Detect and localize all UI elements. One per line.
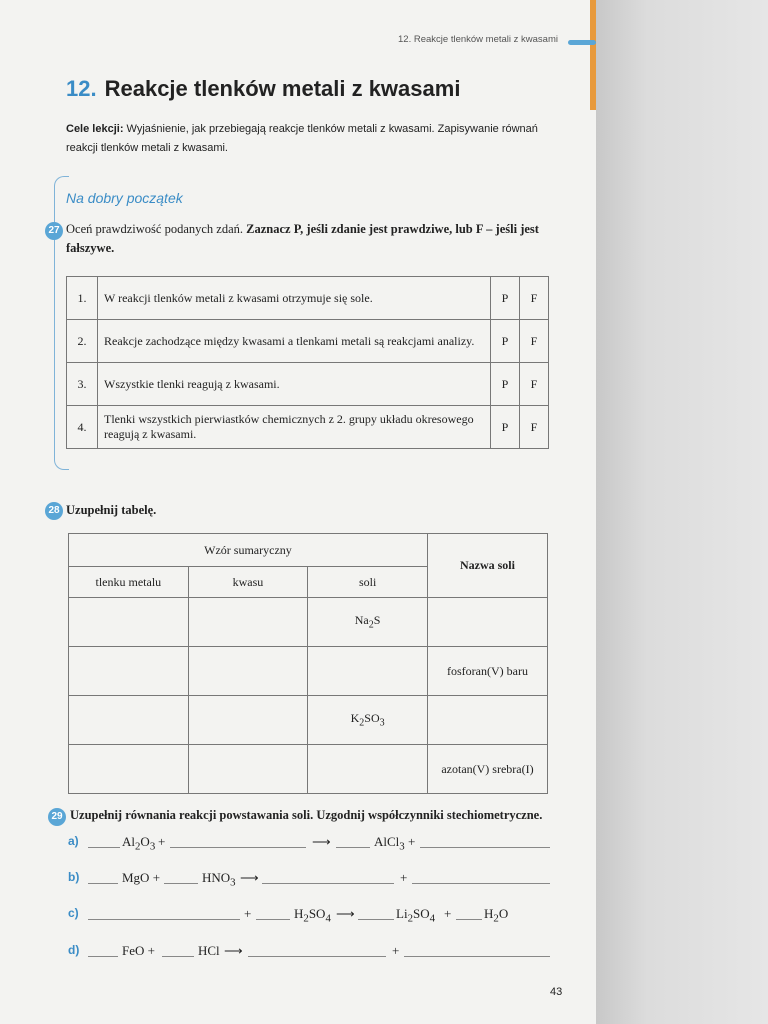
coefficient-blank[interactable] xyxy=(88,883,118,884)
coefficient-blank[interactable] xyxy=(88,847,120,848)
salts-table xyxy=(68,533,548,794)
formula-part: H xyxy=(484,906,494,921)
statement: Reakcje zachodzące między kwasami a tlenkami metali są reakcjami analizy. xyxy=(98,320,491,363)
cell-acid[interactable] xyxy=(188,745,308,794)
true-false-table xyxy=(66,276,549,449)
running-header xyxy=(398,34,558,45)
formula-subscript: 2 xyxy=(368,619,374,631)
cell-salt[interactable] xyxy=(308,745,428,794)
option-p[interactable]: P xyxy=(491,406,520,449)
cell-name[interactable] xyxy=(427,696,547,745)
plus-sign: + xyxy=(444,906,452,921)
cell-name[interactable] xyxy=(427,598,547,647)
plus-sign: + xyxy=(392,943,400,958)
formula-subscript: 2 xyxy=(135,840,141,853)
product-blank[interactable] xyxy=(404,956,550,957)
cell-oxide[interactable] xyxy=(69,696,189,745)
formula-subscript: 4 xyxy=(429,912,436,925)
reactant-formula xyxy=(122,834,155,853)
product-blank[interactable] xyxy=(248,956,386,957)
task-27-instruction xyxy=(66,220,566,258)
coefficient-blank[interactable] xyxy=(162,956,194,957)
reactant-formula xyxy=(294,906,331,925)
lesson-number: 12. xyxy=(66,76,97,101)
formula-part: O xyxy=(140,834,150,849)
cell-salt xyxy=(308,598,428,647)
task-27-badge: 27 xyxy=(45,222,63,240)
formula-subscript: 3 xyxy=(399,840,405,853)
page-shadow xyxy=(596,0,768,1024)
row-number: 2. xyxy=(67,320,98,363)
running-header-bar xyxy=(568,40,596,45)
task-28-badge: 28 xyxy=(45,502,63,520)
product-formula xyxy=(374,834,405,853)
col-header-name: Nazwa soli xyxy=(427,534,547,598)
coefficient-blank[interactable] xyxy=(164,883,198,884)
statement: W reakcji tlenków metali z kwasami otrzymuje się sole. xyxy=(98,277,491,320)
reactant-blank[interactable] xyxy=(88,919,240,920)
table-row xyxy=(67,406,549,449)
formula-subscript: 2 xyxy=(407,912,413,925)
table-row xyxy=(69,696,548,745)
group-header: Wzór sumaryczny xyxy=(69,534,428,567)
formula-part: SO xyxy=(308,906,326,921)
col-header-salt: soli xyxy=(308,567,428,598)
formula-part: Na xyxy=(354,613,369,628)
col-header-oxide: tlenku metalu xyxy=(69,567,189,598)
table-header-row xyxy=(69,534,548,567)
goals-label: Cele lekcji: xyxy=(66,123,124,135)
reactant-blank[interactable] xyxy=(170,847,306,848)
row-number: 1. xyxy=(67,277,98,320)
table-row xyxy=(67,320,549,363)
formula-part: H xyxy=(294,906,304,921)
option-f[interactable]: F xyxy=(520,363,549,406)
coefficient-blank[interactable] xyxy=(88,956,118,957)
lesson-title-text: Reakcje tlenków metali z kwasami xyxy=(104,76,461,101)
reactant-formula: FeO + xyxy=(122,943,155,958)
option-p[interactable]: P xyxy=(491,277,520,320)
cell-oxide[interactable] xyxy=(69,647,189,696)
row-number: 3. xyxy=(67,363,98,406)
row-number: 4. xyxy=(67,406,98,449)
reaction-arrow: ⟶ xyxy=(240,870,259,885)
plus-sign: + xyxy=(400,870,408,885)
lesson-goals xyxy=(66,120,566,158)
coefficient-blank[interactable] xyxy=(358,919,394,920)
product-formula xyxy=(484,906,508,925)
product-blank[interactable] xyxy=(420,847,550,848)
plus-sign: + xyxy=(244,906,252,921)
formula-subscript: 2 xyxy=(493,912,499,925)
formula-part: K xyxy=(350,711,360,726)
formula-part: Al xyxy=(122,834,135,849)
running-title: 12. Reakcje tlenków metali z kwasami xyxy=(398,34,558,45)
cell-acid[interactable] xyxy=(188,598,308,647)
option-f[interactable]: F xyxy=(520,320,549,363)
cell-name: azotan(V) srebra(I) xyxy=(427,745,547,794)
cell-name: fosforan(V) baru xyxy=(427,647,547,696)
task-27-text: Oceń prawdziwość podanych zdań. xyxy=(66,222,247,236)
formula-part: S xyxy=(373,613,381,628)
reaction-arrow: ⟶ xyxy=(312,834,331,849)
task-28-instruction xyxy=(66,501,156,520)
task-29-instruction xyxy=(70,806,570,825)
reactant-formula xyxy=(202,870,236,889)
formula-subscript: 3 xyxy=(149,840,156,853)
reaction-arrow: ⟶ xyxy=(224,943,243,958)
formula-subscript: 3 xyxy=(230,876,236,889)
product-blank[interactable] xyxy=(412,883,550,884)
table-row xyxy=(69,598,548,647)
option-f[interactable]: F xyxy=(520,406,549,449)
cell-acid[interactable] xyxy=(188,696,308,745)
equation-label: d) xyxy=(68,943,80,957)
task-28-text: Uzupełnij tabelę. xyxy=(66,503,157,517)
task-29-badge: 29 xyxy=(48,808,66,826)
statement: Wszystkie tlenki reagują z kwasami. xyxy=(98,363,491,406)
formula-subscript: 3 xyxy=(379,717,385,729)
cell-oxide[interactable] xyxy=(69,598,189,647)
option-p[interactable]: P xyxy=(491,363,520,406)
formula-subscript: 2 xyxy=(359,717,365,729)
reactant-formula: HCl xyxy=(198,943,220,958)
formula-part: HNO xyxy=(202,870,231,885)
coefficient-blank[interactable] xyxy=(456,919,482,920)
equation-label: c) xyxy=(68,906,79,920)
formula-part: SO xyxy=(364,711,380,726)
table-row xyxy=(67,277,549,320)
cell-salt xyxy=(308,696,428,745)
formula-part: SO xyxy=(412,906,430,921)
formula-subscript: 4 xyxy=(325,912,331,925)
statement: Tlenki wszystkich pierwiastków chemicznych z 2. grupy układu okresowego reagują z kwasami. xyxy=(98,406,491,449)
plus-sign: + xyxy=(408,834,416,849)
section-heading: Na dobry początek xyxy=(66,190,183,206)
formula-subscript: 2 xyxy=(303,912,309,925)
equation-label: b) xyxy=(68,870,80,884)
table-row xyxy=(69,647,548,696)
reaction-arrow: ⟶ xyxy=(336,906,355,921)
product-blank[interactable] xyxy=(262,883,394,884)
task-29-text: Uzupełnij równania reakcji powstawania soli. Uzgodnij współczynniki stechiometryczne. xyxy=(70,808,543,822)
goals-text: Wyjaśnienie, jak przebiegają reakcje tlenków metali z kwasami. Zapisywanie równań reakcji tlenków metali z kwasami. xyxy=(66,123,538,154)
formula-part: AlCl xyxy=(374,834,400,849)
coefficient-blank[interactable] xyxy=(256,919,290,920)
coefficient-blank[interactable] xyxy=(336,847,370,848)
formula-part: O xyxy=(498,906,509,921)
equation-label: a) xyxy=(68,834,79,848)
table-row xyxy=(69,745,548,794)
page-number: 43 xyxy=(550,986,563,998)
plus-sign: + xyxy=(158,834,166,849)
table-row xyxy=(67,363,549,406)
lesson-title xyxy=(66,76,460,102)
option-f[interactable]: F xyxy=(520,277,549,320)
cell-oxide[interactable] xyxy=(69,745,189,794)
cell-acid[interactable] xyxy=(188,647,308,696)
cell-salt[interactable] xyxy=(308,647,428,696)
task-27-text-bold: Zaznacz P, jeśli zdanie jest prawdziwe, lub F – jeśli jest fałszywe. xyxy=(66,222,539,255)
col-header-acid: kwasu xyxy=(188,567,308,598)
reactant-formula: MgO + xyxy=(122,870,161,885)
formula-part: Li xyxy=(396,906,408,921)
option-p[interactable]: P xyxy=(491,320,520,363)
product-formula xyxy=(396,906,435,925)
